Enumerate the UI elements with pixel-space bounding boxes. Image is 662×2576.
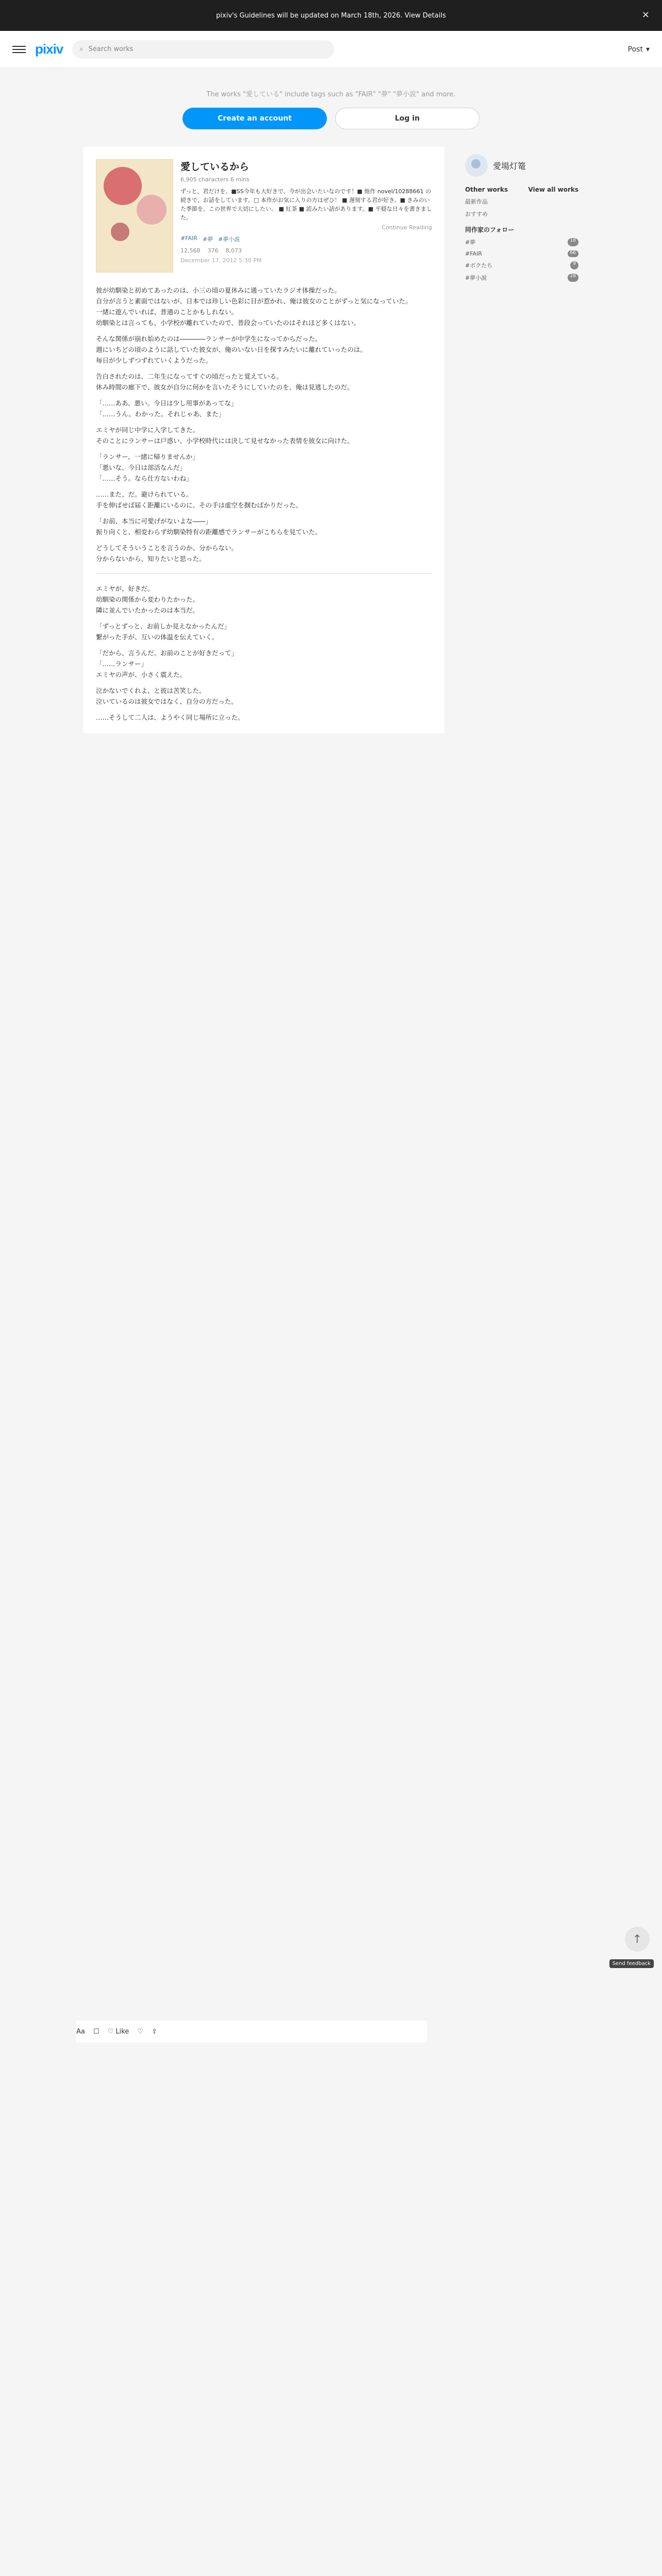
continue-reading[interactable]: Continue Reading: [382, 224, 432, 231]
paragraph: 彼が幼馴染と初めてあったのは、小三の頃の夏休みに通っていたラジオ体操だった。 自分が言うと素面ではないが、日本では珍しい色彩に目が惹かれ、俺は彼女のことがずっと気になっていた。 一緒に遊んでいれば、普通のことかもしれない。 幼馴染とは言っても、小学校が離れていたので、普段会っていたのはそれほど多くはない。: [96, 286, 412, 327]
banner-text: pixiv's Guidelines will be updated on March 18th, 2026. View Details: [216, 11, 446, 20]
scroll-top-button[interactable]: ↑: [625, 1927, 650, 1952]
font-size-icon[interactable]: Aa: [76, 2027, 85, 2036]
work-meta: 6,905 characters 6 mins: [180, 176, 250, 183]
sidebar-link[interactable]: 最新作品: [465, 198, 488, 205]
paragraph: そんな関係が崩れ始めたのは――――ランサーが中学生になってからだった。 週にいちどの頃のように話していた彼女が、俺のいない日を探すみたいに離れていったのは。 毎日が少しずつずれていくようだった。: [96, 335, 367, 364]
login-button[interactable]: Log in: [335, 108, 479, 129]
sidebar-link[interactable]: おすすめ: [465, 211, 488, 217]
paragraph: 「だから、言うんだ。お前のことが好きだって」 「……ランサー」 エミヤの声が、小さく震えた。: [96, 649, 238, 679]
author-name[interactable]: 愛場灯篭: [493, 161, 526, 171]
divider: [96, 573, 432, 574]
publish-date: December 17, 2012 5:30 PM: [180, 257, 262, 264]
category-item[interactable]: #夢 18: [465, 238, 578, 246]
avatar[interactable]: [465, 154, 488, 177]
paragraph: ……そうして二人は、ようやく同じ場所に立った。: [96, 714, 244, 721]
tag[interactable]: #FAIR: [180, 235, 197, 242]
create-account-button[interactable]: Create an account: [183, 108, 327, 129]
work-title: 愛しているから: [180, 161, 250, 173]
paragraph: 告白されたのは、二年生になってすぐの頃だったと覚えている。 休み時間の廊下で、彼女が自分に何かを言いたそうにしていたのを、俺は見逃したのだ。: [96, 372, 354, 391]
paragraph: 「ランサー、一緒に帰りませんか」 「悪いな、今日は部活なんだ」 「……そう。なら仕方ないわね」: [96, 453, 199, 482]
chevron-down-icon: ▾: [646, 45, 650, 54]
tag[interactable]: #夢: [202, 236, 213, 243]
sidebar: [465, 147, 578, 733]
view-all-link[interactable]: View all works: [528, 186, 578, 193]
work-panel: [84, 147, 444, 733]
paragraph: どうしてそういうことを言うのか、分からない。 分からないから、知りたいと思った。: [96, 544, 238, 563]
paragraph: エミヤが同じ中学に入学してきた。 そのことにランサーは戸惑い、小学校時代には決して見せなかった表情を彼女に向けた。: [96, 426, 354, 445]
tag[interactable]: #夢小説: [218, 236, 240, 243]
menu-icon[interactable]: [12, 46, 26, 53]
paragraph: 「……ああ、悪い。今日は少し用事があってな」 「……うん。わかった。それじゃあ、また」: [96, 399, 238, 418]
bookmark-icon[interactable]: ☐: [93, 2027, 100, 2036]
cover-image[interactable]: [96, 159, 173, 273]
search-icon: ⌕: [79, 45, 84, 53]
category-item[interactable]: #FAIR 66: [465, 250, 578, 257]
view-count: 12,568: [180, 247, 201, 255]
like-count: 376: [207, 247, 219, 255]
pixiv-logo[interactable]: pixiv: [35, 41, 63, 57]
like-button[interactable]: ♡ Like: [107, 2027, 129, 2036]
reader-actions: [76, 2021, 427, 2042]
category-item[interactable]: #夢小説 28: [465, 274, 578, 282]
novel-body: [84, 285, 444, 733]
other-works-heading: Other works: [465, 186, 508, 193]
close-icon[interactable]: ×: [641, 9, 650, 20]
tag-hint: The works "愛している" include tags such as "FAIR" "夢" "夢小説" and more.: [206, 91, 456, 98]
share-icon[interactable]: ⇪: [151, 2027, 157, 2036]
work-description: ずっと、君だけを。■SS今年も大好きで、今が出会いたいなのです！■ 他作 novel/10288661 の続きで、お話をしています。□ 本作がお気に入りの方はぜひ！ ■ 遅刻する君が好き。■ きみのいた季節を、この世界で大切にしたい。 ■ 紅茶 ■ 読みたい話があります。■ 平穏な日々を書きました。: [180, 188, 432, 222]
paragraph: 泣かないでくれよ、と彼は苦笑した。 泣いているのは彼女ではなく、自分の方だった。: [96, 687, 238, 705]
header: [0, 31, 662, 68]
bookmark-count: 8,073: [225, 247, 242, 255]
update-banner: [0, 0, 662, 31]
search-input[interactable]: ⌕ Search works: [72, 40, 334, 59]
paragraph: ……また、だ。避けられている。 手を伸ばせば届く距離にいるのに、その手は虚空を掴むばかりだった。: [96, 490, 303, 509]
send-feedback-button[interactable]: Send feedback: [609, 1959, 654, 1968]
category-item[interactable]: #ボクたち 9: [465, 261, 578, 269]
paragraph: エミヤが、好きだ。 幼馴染の関係から変わりたかった。 隣に並んでいたかったのは本当だ。: [96, 585, 200, 614]
popular-heading: 同作家のフォロー: [465, 226, 515, 233]
paragraph: 「ずっとずっと、お前しか見えなかったんだ」 繋がった手が、互いの体温を伝えていく。: [96, 622, 231, 641]
post-button[interactable]: Post ▾: [627, 45, 650, 54]
paragraph: 「お前、本当に可愛げがないよな――」 振り向くと、相変わらず幼馴染特有の距離感でランサーがこちらを見ていた。: [96, 517, 322, 536]
heart-icon[interactable]: ♡: [137, 2027, 143, 2036]
